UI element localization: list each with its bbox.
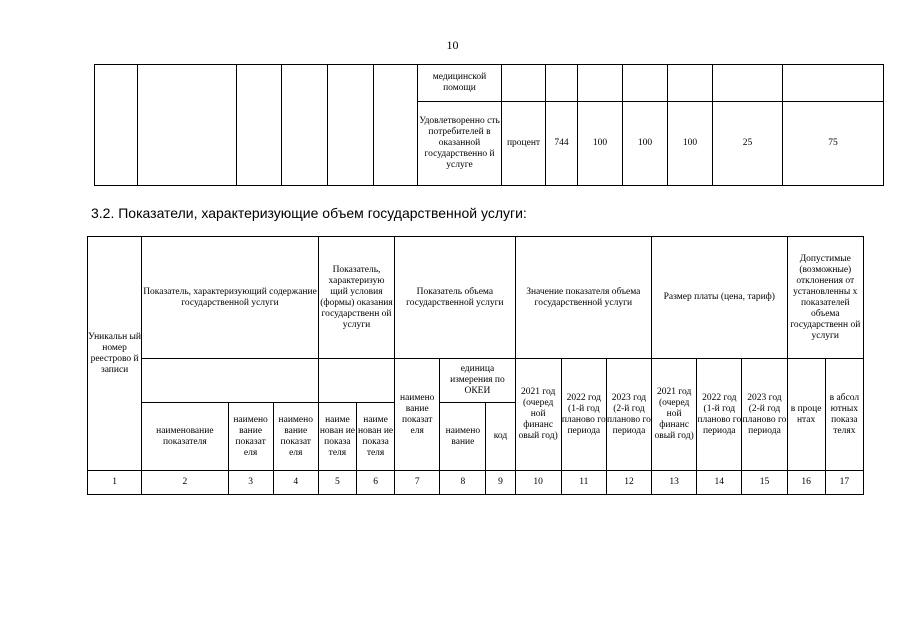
- header-fee-2021: 2021 год (очеред ной финанс овый год): [652, 359, 697, 471]
- header-value-2021: 2021 год (очеред ной финанс овый год): [515, 359, 561, 471]
- column-number: 4: [273, 471, 318, 495]
- table-row: [95, 65, 884, 102]
- header-condition-name-1: наиме нован ие показа теля: [318, 403, 356, 471]
- column-number: 8: [440, 471, 486, 495]
- header-unique-number: Уникальн ый номер реестрово й записи: [88, 237, 142, 471]
- header-deviation: Допустимые (возможные) отклонения от установленны х показателей объема государственн ой услуги: [787, 237, 863, 359]
- column-number: 16: [787, 471, 825, 495]
- column-number: 13: [652, 471, 697, 495]
- code-cell: 744: [546, 102, 578, 186]
- column-number: 14: [697, 471, 742, 495]
- quality-indicators-table-continuation: [94, 64, 884, 186]
- volume-indicators-table: [87, 236, 864, 495]
- header-content-indicator: Показатель, характеризующий содержание государственной услуги: [142, 237, 319, 359]
- column-number: 3: [228, 471, 273, 495]
- column-number-row: [88, 471, 864, 495]
- column-number: 1: [88, 471, 142, 495]
- deviation-abs-cell: 75: [783, 102, 884, 186]
- column-number: 17: [825, 471, 863, 495]
- header-name-indicator: наименование показателя: [142, 403, 228, 471]
- header-fee: Размер платы (цена, тариф): [652, 237, 787, 359]
- deviation-percent-cell: 25: [713, 102, 783, 186]
- header-conditions-indicator: Показатель, характеризую щий условия (формы) оказания государственн ой услуги: [318, 237, 394, 359]
- header-condition-name-2: наиме нован ие показа теля: [356, 403, 394, 471]
- header-name-indicator-3: наимено вание показат еля: [273, 403, 318, 471]
- page-number: 10: [446, 38, 459, 52]
- column-number: 5: [318, 471, 356, 495]
- value-2022-cell: 100: [623, 102, 668, 186]
- column-number: 12: [606, 471, 651, 495]
- header-volume-value: Значение показателя объема государственной услуги: [515, 237, 652, 359]
- column-number: 6: [356, 471, 394, 495]
- column-number: 11: [561, 471, 606, 495]
- column-number: 9: [486, 471, 515, 495]
- indicator-cell: медицинской помощи: [418, 65, 502, 102]
- column-number: 2: [142, 471, 228, 495]
- header-value-2022: 2022 год (1-й год планово го периода: [561, 359, 606, 471]
- column-number: 10: [515, 471, 561, 495]
- header-okei-code: код: [486, 403, 515, 471]
- header-value-2023: 2023 год (2-й год планово го периода: [606, 359, 651, 471]
- column-number: 7: [395, 471, 440, 495]
- header-volume-indicator: Показатель объема государственной услуги: [395, 237, 515, 359]
- table-header-row: [88, 359, 864, 403]
- header-volume-name: наимено вание показат еля: [395, 359, 440, 471]
- column-number: 15: [742, 471, 787, 495]
- header-name-indicator-2: наимено вание показат еля: [228, 403, 273, 471]
- header-in-percent: в проце нтах: [787, 359, 825, 471]
- value-2023-cell: 100: [668, 102, 713, 186]
- value-2021-cell: 100: [578, 102, 623, 186]
- section-heading: 3.2. Показатели, характеризующие объем государственной услуги:: [91, 205, 527, 221]
- table-header-row: [88, 237, 864, 281]
- header-in-absolute: в абсол ютных показа телях: [825, 359, 863, 471]
- header-okei: единица измерения по ОКЕИ: [440, 359, 515, 403]
- indicator-cell: Удовлетворенно сть потребителей в оказанной государственно й услуге: [418, 102, 502, 186]
- header-fee-2022: 2022 год (1-й год планово го периода: [697, 359, 742, 471]
- header-okei-name: наимено вание: [440, 403, 486, 471]
- unit-cell: процент: [502, 102, 546, 186]
- header-fee-2023: 2023 год (2-й год планово го периода: [742, 359, 787, 471]
